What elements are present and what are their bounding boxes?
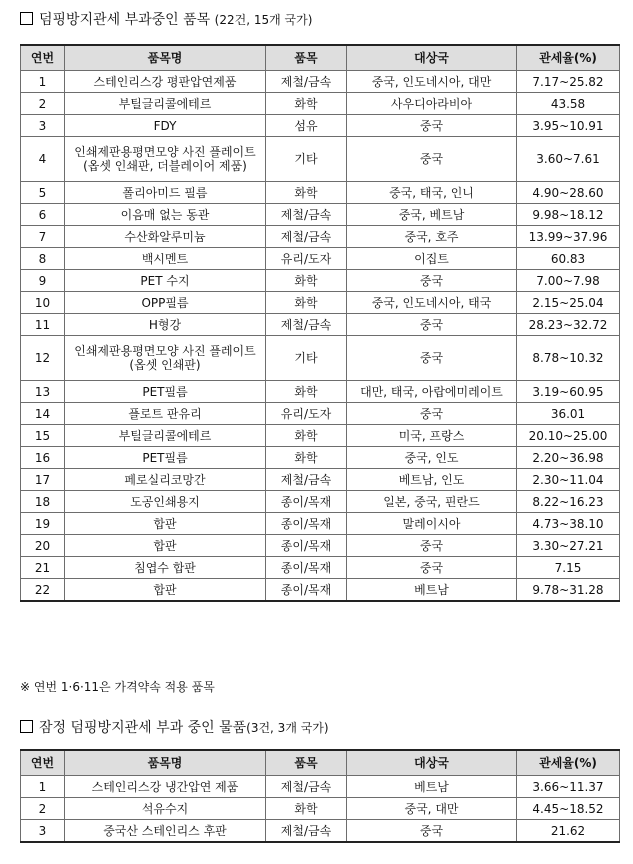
cell-item-name: 스테인리스강 냉간압연 제품 bbox=[65, 776, 266, 798]
cell-item-name: 중국산 스테인리스 후판 bbox=[65, 820, 266, 843]
cell-no: 17 bbox=[21, 469, 65, 491]
cell-no: 18 bbox=[21, 491, 65, 513]
cell-tariff-rate: 3.66~11.37 bbox=[517, 776, 620, 798]
section1-subtitle: (22건, 15개 국가) bbox=[214, 13, 313, 27]
table-row bbox=[21, 776, 620, 798]
cell-country: 중국 bbox=[347, 115, 517, 137]
cell-tariff-rate: 3.30~27.21 bbox=[517, 535, 620, 557]
table-header-row bbox=[21, 45, 620, 71]
cell-country: 중국 bbox=[347, 557, 517, 579]
cell-no: 8 bbox=[21, 248, 65, 270]
cell-country: 중국 bbox=[347, 535, 517, 557]
cell-item-name: 인쇄제판용평면모양 사진 플레이트 (옵셋 인쇄판) bbox=[65, 336, 266, 381]
table-row bbox=[21, 403, 620, 425]
cell-country: 베트남 bbox=[347, 776, 517, 798]
cell-item-name: 부틸글리콜에테르 bbox=[65, 93, 266, 115]
cell-no: 20 bbox=[21, 535, 65, 557]
table-row bbox=[21, 820, 620, 843]
cell-tariff-rate: 8.22~16.23 bbox=[517, 491, 620, 513]
cell-country: 중국 bbox=[347, 270, 517, 292]
cell-category: 유리/도자 bbox=[266, 403, 347, 425]
section1-title bbox=[20, 11, 312, 29]
cell-item-name: 부틸글리콜에테르 bbox=[65, 425, 266, 447]
table-row bbox=[21, 137, 620, 182]
cell-item-name: 플로트 판유리 bbox=[65, 403, 266, 425]
table-row bbox=[21, 447, 620, 469]
cell-category: 화학 bbox=[266, 292, 347, 314]
cell-tariff-rate: 2.30~11.04 bbox=[517, 469, 620, 491]
header-tariff-rate: 관세율(%) bbox=[517, 45, 620, 71]
table-row bbox=[21, 491, 620, 513]
table-row bbox=[21, 226, 620, 248]
table-row bbox=[21, 292, 620, 314]
cell-country: 중국 bbox=[347, 403, 517, 425]
table-row bbox=[21, 513, 620, 535]
cell-country: 중국, 호주 bbox=[347, 226, 517, 248]
cell-item-name: 스테인리스강 평판압연제품 bbox=[65, 71, 266, 93]
cell-tariff-rate: 2.20~36.98 bbox=[517, 447, 620, 469]
cell-no: 15 bbox=[21, 425, 65, 447]
cell-category: 제철/금속 bbox=[266, 226, 347, 248]
cell-country: 이집트 bbox=[347, 248, 517, 270]
cell-no: 4 bbox=[21, 137, 65, 182]
cell-category: 화학 bbox=[266, 798, 347, 820]
cell-category: 제철/금속 bbox=[266, 820, 347, 843]
cell-category: 화학 bbox=[266, 182, 347, 204]
table-row bbox=[21, 270, 620, 292]
cell-no: 2 bbox=[21, 93, 65, 115]
cell-item-name: 합판 bbox=[65, 535, 266, 557]
cell-category: 종이/목재 bbox=[266, 557, 347, 579]
cell-item-name: 폴리아미드 필름 bbox=[65, 182, 266, 204]
cell-category: 섬유 bbox=[266, 115, 347, 137]
cell-no: 5 bbox=[21, 182, 65, 204]
cell-item-name: 합판 bbox=[65, 579, 266, 602]
cell-no: 14 bbox=[21, 403, 65, 425]
cell-category: 화학 bbox=[266, 381, 347, 403]
cell-category: 종이/목재 bbox=[266, 579, 347, 602]
cell-category: 제철/금속 bbox=[266, 314, 347, 336]
cell-no: 2 bbox=[21, 798, 65, 820]
table-row bbox=[21, 425, 620, 447]
cell-country: 중국 bbox=[347, 314, 517, 336]
cell-tariff-rate: 60.83 bbox=[517, 248, 620, 270]
cell-item-name: OPP필름 bbox=[65, 292, 266, 314]
cell-no: 22 bbox=[21, 579, 65, 602]
cell-item-name: 이음매 없는 동관 bbox=[65, 204, 266, 226]
cell-no: 13 bbox=[21, 381, 65, 403]
header-item-name: 품목명 bbox=[65, 45, 266, 71]
cell-item-name: 합판 bbox=[65, 513, 266, 535]
cell-no: 10 bbox=[21, 292, 65, 314]
cell-country: 중국 bbox=[347, 820, 517, 843]
cell-tariff-rate: 4.45~18.52 bbox=[517, 798, 620, 820]
cell-country: 중국, 인도네시아, 대만 bbox=[347, 71, 517, 93]
cell-item-name: 수산화알루미늄 bbox=[65, 226, 266, 248]
cell-country: 대만, 태국, 아랍에미레이트 bbox=[347, 381, 517, 403]
cell-no: 21 bbox=[21, 557, 65, 579]
table-row bbox=[21, 204, 620, 226]
table-row bbox=[21, 381, 620, 403]
table-row bbox=[21, 182, 620, 204]
cell-tariff-rate: 3.60~7.61 bbox=[517, 137, 620, 182]
table-row bbox=[21, 469, 620, 491]
cell-tariff-rate: 43.58 bbox=[517, 93, 620, 115]
cell-tariff-rate: 8.78~10.32 bbox=[517, 336, 620, 381]
cell-country: 베트남, 인도 bbox=[347, 469, 517, 491]
cell-no: 11 bbox=[21, 314, 65, 336]
header-item-name: 품목명 bbox=[65, 750, 266, 776]
cell-category: 종이/목재 bbox=[266, 491, 347, 513]
cell-country: 말레이시아 bbox=[347, 513, 517, 535]
table-header-row bbox=[21, 750, 620, 776]
cell-no: 6 bbox=[21, 204, 65, 226]
header-category: 품목 bbox=[266, 45, 347, 71]
cell-tariff-rate: 2.15~25.04 bbox=[517, 292, 620, 314]
table-row bbox=[21, 535, 620, 557]
cell-category: 제철/금속 bbox=[266, 776, 347, 798]
cell-category: 유리/도자 bbox=[266, 248, 347, 270]
cell-tariff-rate: 7.17~25.82 bbox=[517, 71, 620, 93]
header-category: 품목 bbox=[266, 750, 347, 776]
table-row bbox=[21, 798, 620, 820]
cell-tariff-rate: 4.73~38.10 bbox=[517, 513, 620, 535]
cell-no: 1 bbox=[21, 776, 65, 798]
cell-tariff-rate: 9.78~31.28 bbox=[517, 579, 620, 602]
cell-category: 종이/목재 bbox=[266, 535, 347, 557]
cell-country: 중국, 베트남 bbox=[347, 204, 517, 226]
cell-item-name: H형강 bbox=[65, 314, 266, 336]
table-row bbox=[21, 71, 620, 93]
cell-tariff-rate: 7.00~7.98 bbox=[517, 270, 620, 292]
cell-category: 기타 bbox=[266, 137, 347, 182]
cell-category: 제철/금속 bbox=[266, 71, 347, 93]
cell-country: 베트남 bbox=[347, 579, 517, 602]
cell-item-name: PET 수지 bbox=[65, 270, 266, 292]
cell-country: 중국, 인도 bbox=[347, 447, 517, 469]
section1-table bbox=[20, 44, 620, 602]
cell-tariff-rate: 21.62 bbox=[517, 820, 620, 843]
section2-table bbox=[20, 749, 620, 843]
cell-category: 화학 bbox=[266, 93, 347, 115]
cell-item-name: FDY bbox=[65, 115, 266, 137]
header-country: 대상국 bbox=[347, 750, 517, 776]
cell-no: 1 bbox=[21, 71, 65, 93]
cell-item-name: 석유수지 bbox=[65, 798, 266, 820]
cell-tariff-rate: 3.95~10.91 bbox=[517, 115, 620, 137]
section2-title-text: 잠정 덤핑방지관세 부과 중인 물품 bbox=[39, 720, 247, 736]
table-row bbox=[21, 579, 620, 602]
cell-country: 사우디아라비아 bbox=[347, 93, 517, 115]
cell-tariff-rate: 4.90~28.60 bbox=[517, 182, 620, 204]
cell-category: 제철/금속 bbox=[266, 204, 347, 226]
cell-item-name: PET필름 bbox=[65, 447, 266, 469]
cell-no: 7 bbox=[21, 226, 65, 248]
cell-tariff-rate: 9.98~18.12 bbox=[517, 204, 620, 226]
header-country: 대상국 bbox=[347, 45, 517, 71]
cell-category: 화학 bbox=[266, 447, 347, 469]
cell-country: 중국, 대만 bbox=[347, 798, 517, 820]
cell-no: 3 bbox=[21, 115, 65, 137]
cell-no: 16 bbox=[21, 447, 65, 469]
cell-category: 화학 bbox=[266, 425, 347, 447]
cell-item-name: 도공인쇄용지 bbox=[65, 491, 266, 513]
table-row bbox=[21, 248, 620, 270]
header-no: 연번 bbox=[21, 45, 65, 71]
cell-country: 일본, 중국, 핀란드 bbox=[347, 491, 517, 513]
cell-item-name: 침엽수 합판 bbox=[65, 557, 266, 579]
table-row bbox=[21, 314, 620, 336]
cell-tariff-rate: 36.01 bbox=[517, 403, 620, 425]
cell-country: 중국 bbox=[347, 137, 517, 182]
table-row bbox=[21, 115, 620, 137]
table-row bbox=[21, 336, 620, 381]
cell-country: 미국, 프랑스 bbox=[347, 425, 517, 447]
cell-category: 기타 bbox=[266, 336, 347, 381]
section2-title bbox=[20, 719, 329, 737]
cell-category: 제철/금속 bbox=[266, 469, 347, 491]
cell-tariff-rate: 3.19~60.95 bbox=[517, 381, 620, 403]
checkbox-square-icon bbox=[20, 12, 33, 25]
cell-country: 중국, 태국, 인니 bbox=[347, 182, 517, 204]
cell-no: 12 bbox=[21, 336, 65, 381]
table-row bbox=[21, 93, 620, 115]
cell-tariff-rate: 7.15 bbox=[517, 557, 620, 579]
header-no: 연번 bbox=[21, 750, 65, 776]
cell-tariff-rate: 20.10~25.00 bbox=[517, 425, 620, 447]
cell-no: 19 bbox=[21, 513, 65, 535]
cell-country: 중국 bbox=[347, 336, 517, 381]
cell-item-name: 인쇄제판용평면모양 사진 플레이트 (옵셋 인쇄판, 더블레이어 제품) bbox=[65, 137, 266, 182]
section2-subtitle: (3건, 3개 국가) bbox=[246, 721, 329, 735]
cell-no: 9 bbox=[21, 270, 65, 292]
cell-tariff-rate: 28.23~32.72 bbox=[517, 314, 620, 336]
cell-tariff-rate: 13.99~37.96 bbox=[517, 226, 620, 248]
footnote: ※ 연번 1·6·11은 가격약속 적용 품목 bbox=[20, 680, 215, 694]
checkbox-square-icon bbox=[20, 720, 33, 733]
cell-item-name: PET필름 bbox=[65, 381, 266, 403]
cell-category: 종이/목재 bbox=[266, 513, 347, 535]
cell-country: 중국, 인도네시아, 태국 bbox=[347, 292, 517, 314]
cell-no: 3 bbox=[21, 820, 65, 843]
cell-item-name: 백시멘트 bbox=[65, 248, 266, 270]
table-row bbox=[21, 557, 620, 579]
header-tariff-rate: 관세율(%) bbox=[517, 750, 620, 776]
section1-title-text: 덤핑방지관세 부과중인 품목 bbox=[39, 12, 211, 28]
cell-item-name: 페로실리코망간 bbox=[65, 469, 266, 491]
cell-category: 화학 bbox=[266, 270, 347, 292]
